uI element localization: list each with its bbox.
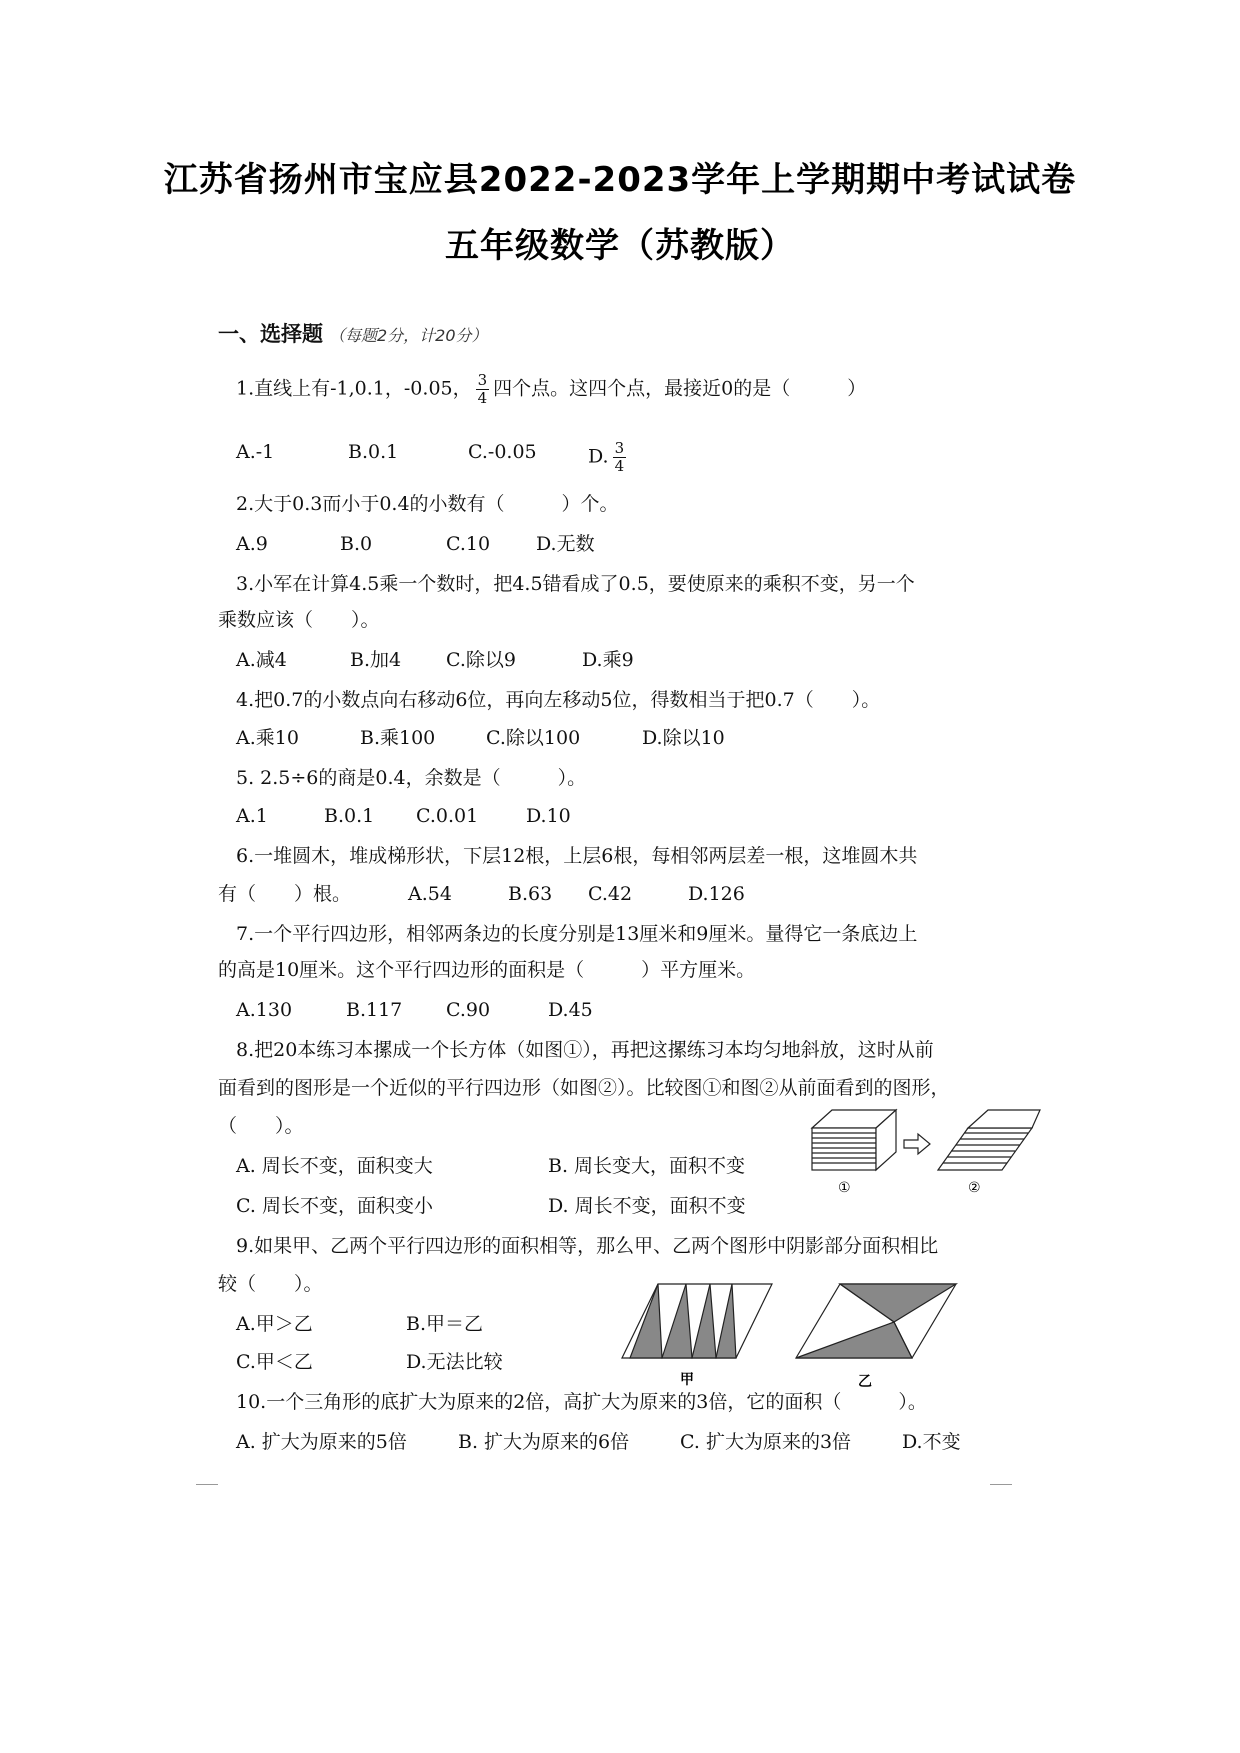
fraction-numerator: 3: [614, 439, 625, 457]
q7-option-b: B.117: [346, 999, 403, 1021]
parallelogram-yi-figure: [796, 1284, 966, 1394]
figure-jia-label: 甲: [680, 1372, 694, 1388]
section-heading-note: （每题2分，计20分）: [329, 326, 488, 345]
question-1-fraction: [476, 372, 490, 407]
fraction-denominator: 4: [614, 457, 625, 475]
fraction-numerator: 3: [477, 371, 488, 389]
stack-parallelogram-figure: [938, 1110, 1040, 1170]
q8-option-a: A. 周长不变，面积变大: [236, 1155, 433, 1177]
q6-option-d: D.126: [688, 883, 745, 905]
q5-option-d: D.10: [526, 805, 571, 827]
q7-option-c: C.90: [446, 999, 491, 1021]
q4-option-b: B.乘100: [360, 727, 436, 749]
q2-option-c: C.10: [446, 533, 491, 555]
question-3-line-2: 乘数应该（ ）。: [218, 609, 380, 631]
parallelogram-jia-figure: [622, 1284, 782, 1394]
fraction-denominator: 4: [477, 389, 488, 407]
figure-1-label: ①: [838, 1180, 851, 1196]
figure-yi-label: 乙: [858, 1374, 872, 1390]
q4-option-a: A.乘10: [236, 727, 299, 749]
q1-option-b: B.0.1: [348, 441, 399, 463]
section-heading-label: 一、选择题: [218, 322, 323, 346]
question-8-line-3: （ ）。: [218, 1115, 304, 1137]
q1-option-d: [588, 440, 630, 475]
question-8-line-1: 8.把20本练习本摞成一个长方体（如图①），再把这摞练习本均匀地斜放，这时从前: [236, 1039, 934, 1061]
figure-2-label: ②: [968, 1180, 981, 1196]
section-heading: [218, 318, 488, 348]
q8-option-b: B. 周长变大，面积不变: [548, 1155, 746, 1177]
q1-option-a: A.-1: [236, 441, 275, 463]
q1-option-c: C.-0.05: [468, 441, 537, 463]
q4-option-d: D.除以10: [642, 727, 725, 749]
q8-option-c: C. 周长不变，面积变小: [236, 1195, 433, 1217]
q10-option-b: B. 扩大为原来的6倍: [458, 1431, 630, 1453]
q5-option-a: A.1: [236, 805, 268, 827]
q2-option-d: D.无数: [536, 533, 595, 555]
q4-option-c: C.除以100: [486, 727, 581, 749]
q9-option-c: C.甲＜乙: [236, 1351, 313, 1373]
stack-rectangle-figure: [812, 1110, 896, 1170]
question-1-text-start: 1.直线上有-1,0.1，-0.05，: [236, 377, 472, 400]
q1-option-d-fraction: [613, 440, 627, 475]
notebook-stack-figure: [800, 1100, 1040, 1200]
question-4: 4.把0.7的小数点向右移动6位，再向左移动5位，得数相当于把0.7（ ）。: [236, 689, 881, 711]
q10-option-a: A. 扩大为原来的5倍: [236, 1431, 407, 1453]
question-9-line-1: 9.如果甲、乙两个平行四边形的面积相等，那么甲、乙两个图形中阴影部分面积相比: [236, 1235, 939, 1257]
arrow-right-icon: [904, 1134, 930, 1154]
q2-option-a: A.9: [236, 533, 268, 555]
question-7-line-1: 7.一个平行四边形，相邻两条边的长度分别是13厘米和9厘米。量得它一条底边上: [236, 923, 918, 945]
page-title: 江苏省扬州市宝应县2022-2023学年上学期期中考试试卷: [163, 160, 1077, 200]
q7-option-d: D.45: [548, 999, 593, 1021]
question-1-text-end: 四个点。这四个点，最接近0的是（ ）: [493, 377, 867, 400]
q9-option-a: A.甲＞乙: [236, 1313, 313, 1335]
q8-option-d: D. 周长不变，面积不变: [548, 1195, 746, 1217]
question-1: [236, 372, 866, 407]
q3-option-b: B.加4: [350, 649, 402, 671]
question-10: 10.一个三角形的底扩大为原来的2倍，高扩大为原来的3倍，它的面积（ ）。: [236, 1391, 927, 1413]
margin-mark-right: [990, 1484, 1012, 1485]
question-2: 2.大于0.3而小于0.4的小数有（ ）个。: [236, 493, 619, 515]
q1-option-d-label: D.: [588, 445, 609, 468]
q7-option-a: A.130: [236, 999, 293, 1021]
question-6-line-1: 6.一堆圆木，堆成梯形状，下层12根，上层6根，每相邻两层差一根，这堆圆木共: [236, 845, 918, 867]
question-7-line-2: 的高是10厘米。这个平行四边形的面积是（ ）平方厘米。: [218, 959, 756, 981]
page-subtitle: 五年级数学（苏教版）: [445, 226, 795, 266]
question-8-line-2: 面看到的图形是一个近似的平行四边形（如图②）。比较图①和图②从前面看到的图形，: [218, 1077, 950, 1099]
question-6-line-2: 有（ ）根。: [218, 883, 352, 905]
q9-option-b: B.甲＝乙: [406, 1313, 484, 1335]
q3-option-d: D.乘9: [582, 649, 634, 671]
q5-option-c: C.0.01: [416, 805, 479, 827]
q6-option-a: A.54: [408, 883, 452, 905]
question-9-line-2: 较（ ）。: [218, 1273, 323, 1295]
q10-option-d: D.不变: [902, 1431, 961, 1453]
q3-option-c: C.除以9: [446, 649, 516, 671]
margin-mark-left: [196, 1484, 218, 1485]
q3-option-a: A.减4: [236, 649, 287, 671]
question-5: 5. 2.5÷6的商是0.4，余数是（ ）。: [236, 767, 587, 789]
q9-option-d: D.无法比较: [406, 1351, 503, 1373]
q6-option-c: C.42: [588, 883, 633, 905]
question-3-line-1: 3.小军在计算4.5乘一个数时，把4.5错看成了0.5，要使原来的乘积不变，另一个: [236, 573, 915, 595]
q6-option-b: B.63: [508, 883, 553, 905]
q10-option-c: C. 扩大为原来的3倍: [680, 1431, 852, 1453]
q2-option-b: B.0: [340, 533, 373, 555]
q5-option-b: B.0.1: [324, 805, 375, 827]
